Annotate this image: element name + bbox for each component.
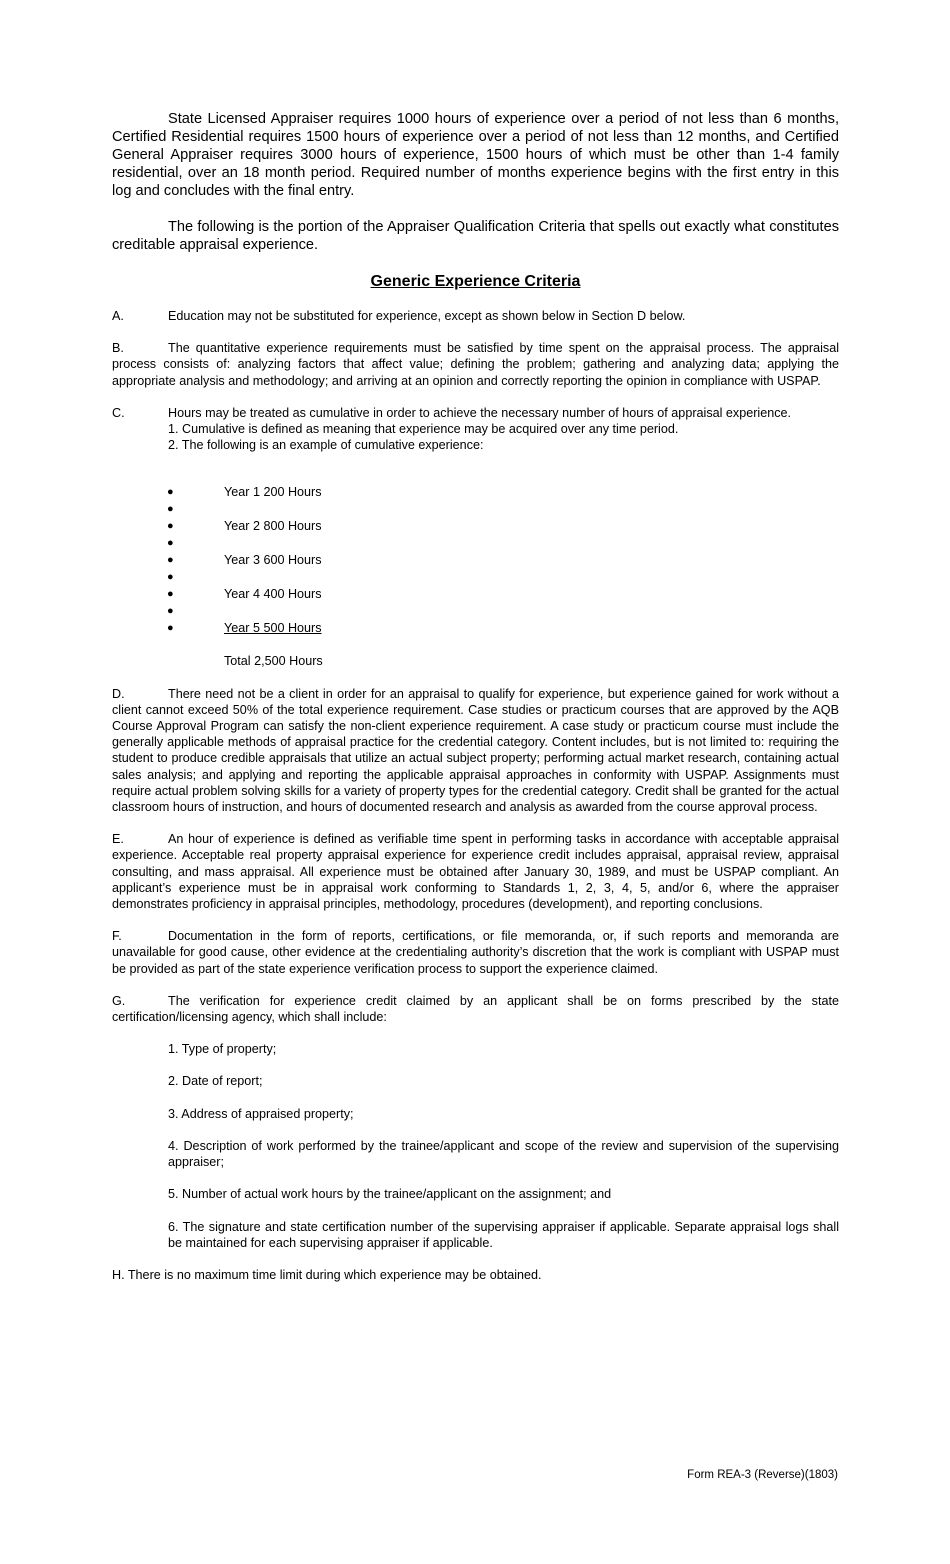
section-a-text: Education may not be substituted for experience, except as shown below in Section D below. (168, 309, 686, 323)
bullet-row (112, 620, 839, 637)
bullet-icon: ● (167, 588, 174, 601)
section-c-label: C. (112, 405, 125, 420)
list-item: 2. The following is an example of cumulative experience: (168, 438, 484, 453)
list-item: 5. Number of actual work hours by the trainee/applicant on the assignment; and (168, 1187, 612, 1202)
list-item: 1. Cumulative is defined as meaning that experience may be acquired over any time period. (168, 422, 679, 437)
bullet-row-empty (112, 535, 839, 552)
list-item: 1. Type of property; (168, 1042, 277, 1057)
bullet-icon: ● (167, 503, 174, 516)
bullet-icon: ● (167, 486, 174, 499)
cumulative-example-list (112, 484, 839, 637)
bullet-icon: ● (167, 571, 174, 584)
section-a (112, 308, 839, 324)
section-d-label: D. (112, 686, 125, 701)
list-item: 4. Description of work performed by the trainee/applicant and scope of the review and supervision of the supervising appraiser; (168, 1138, 839, 1170)
form-number-footer: Form REA-3 (Reverse)(1803) (687, 1469, 838, 1481)
bullet-icon: ● (167, 554, 174, 567)
section-d-text: There need not be a client in order for an appraisal to qualify for experience, but experience gained for work without a client cannot exceed 50% of the total experience requirement. Case studies or practicum courses that are approved by the AQB Course Approval Program can satisfy the non-client experience requirement. A case study or practicum course must include the generally applicable methods of appraisal practice for the credential category. Content includes, but is not limited to: requiring the student to produce credible appraisals that utilize an actual subject property; performing actual market research, containing actual sales analysis; and applying and reporting the applicable appraisal approaches in conformity with USPAP. Assignments must require actual problem solving skills for a variety of property types for the credential category. Credit shall be granted for the actual classroom hours of instruction, and hours of documented research and analysis as awarded from the course approval process. (112, 686, 839, 815)
intro-paragraph-1: State Licensed Appraiser requires 1000 hours of experience over a period of not less than 6 months, Certified Residential requires 1500 hours of experience over a period of not less than 12 months, and Certified General Appraiser requires 3000 hours of experience, 1500 hours of which must be other than 1-4 family residential, over an 18 month period. Required number of months experience begins with the first entry in this log and concludes with the final entry. (112, 111, 839, 199)
bullet-row (112, 484, 839, 501)
section-c (112, 405, 839, 421)
bullet-icon: ● (167, 622, 174, 635)
section-b (112, 340, 839, 389)
year-item: Year 1 200 Hours (224, 485, 322, 500)
section-d (112, 686, 839, 816)
section-a-label: A. (112, 309, 124, 323)
year-item: Year 5 500 Hours (224, 621, 322, 636)
bullet-row-empty (112, 569, 839, 586)
section-e (112, 831, 839, 912)
section-g-text: The verification for experience credit claimed by an applicant shall be on forms prescribed by the state certification/licensing agency, which shall include: (112, 993, 839, 1025)
bullet-row-empty (112, 501, 839, 518)
bullet-row (112, 586, 839, 603)
bullet-row (112, 518, 839, 535)
section-f-text: Documentation in the form of reports, certifications, or file memoranda, or, if such reports and memoranda are unavailable for good cause, other evidence at the credentialing authority’s discretion that the work is compliant with USPAP must be provided as part of the state experience verification process to support the experience claimed. (112, 929, 839, 976)
intro-paragraph-2: The following is the portion of the Appraiser Qualification Criteria that spells out exactly what constitutes creditable appraisal experience. (112, 219, 839, 253)
year-item: Year 2 800 Hours (224, 519, 322, 534)
section-e-label: E. (112, 832, 124, 847)
year-item: Year 3 600 Hours (224, 553, 322, 568)
bullet-icon: ● (167, 605, 174, 618)
bullet-row (112, 552, 839, 569)
section-g-label: G. (112, 993, 126, 1008)
section-g (112, 993, 839, 1025)
section-e-text: An hour of experience is defined as verifiable time spent in performing tasks in accordance with acceptable appraisal experience. Acceptable real property appraisal experience for experience credit includes appraisal, appraisal review, appraisal consulting, and mass appraisal. All experience must be obtained after January 30, 1989, and must be USPAP compliant. An applicant’s experience must be in appraisal work conforming to Standards 1, 2, 3, 4, 5, and/or 6, where the appraiser demonstrates proficiency in appraisal principles, methodology, procedures (development), and reporting conclusions. (112, 832, 839, 912)
section-heading: Generic Experience Criteria (370, 273, 581, 290)
section-h: H. There is no maximum time limit during which experience may be obtained. (112, 1267, 542, 1282)
section-b-label: B. (112, 341, 124, 356)
list-item: 3. Address of appraised property; (168, 1106, 354, 1121)
bullet-icon: ● (167, 537, 174, 550)
section-c-list (112, 421, 839, 453)
section-c-text: Hours may be treated as cumulative in order to achieve the necessary number of hours of appraisal experience. (168, 405, 792, 420)
section-f-label: F. (112, 929, 122, 944)
document-page (112, 110, 839, 1283)
bullet-icon: ● (167, 520, 174, 533)
section-f (112, 928, 839, 977)
list-item: 6. The signature and state certification number of the supervising appraiser if applicable. Separate appraisal logs shall be maintained for each supervising appraiser if applicable. (168, 1219, 839, 1250)
bullet-row-empty (112, 603, 839, 620)
year-item: Year 4 400 Hours (224, 587, 322, 602)
total-hours: Total 2,500 Hours (224, 654, 323, 669)
section-b-text: The quantitative experience requirements must be satisfied by time spent on the appraisal process. The appraisal process consists of: analyzing factors that affect value; defining the problem; gathering and analyzing data; applying the appropriate analysis and methodology; and arriving at an opinion and correctly reporting the opinion in compliance with USPAP. (112, 341, 839, 388)
list-item: 2. Date of report; (168, 1074, 263, 1089)
